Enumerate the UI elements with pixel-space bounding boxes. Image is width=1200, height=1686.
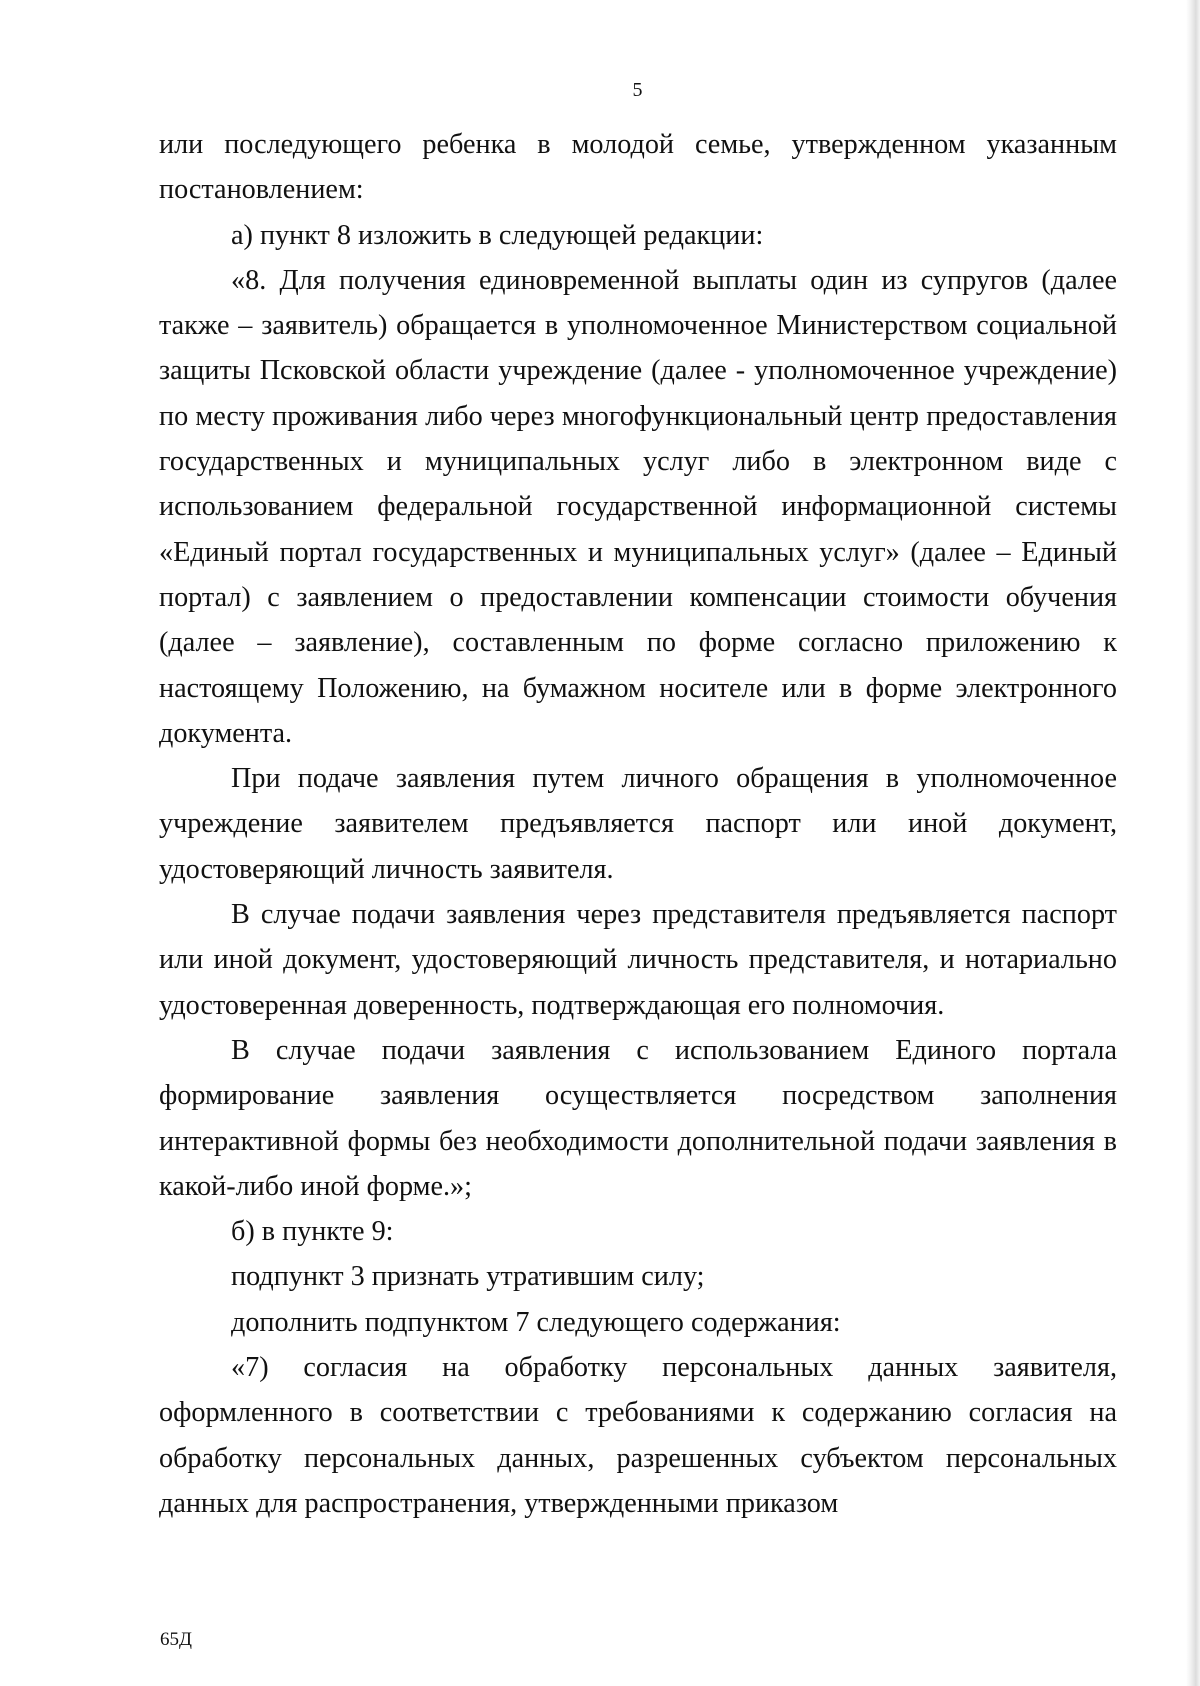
paragraph-subpoint-7: «7) согласия на обработку персональных данных заявителя, оформленного в соответствии с требованиями к содержанию согласия на обработку персональных данных, разрешенных субъектом персональных данных для распространения, утвержденными приказом — [159, 1352, 1117, 1519]
paragraph-personal-submission: При подаче заявления путем личного обращения в уполномоченное учреждение заявителем предъявляется паспорт или иной документ, удостоверяющий личность заявителя. — [159, 763, 1117, 885]
paragraph-representative: В случае подачи заявления через представителя предъявляется паспорт или иной документ, удостоверяющий личность представителя, и нотариально удостоверенная доверенность, подтверждающая его полномочия. — [159, 899, 1117, 1021]
page-number: 5 — [632, 79, 643, 101]
paragraph-continuation: или последующего ребенка в молодой семье, утвержденном указанным постановлением: — [159, 129, 1117, 206]
footer-code: 65Д — [160, 1629, 192, 1650]
paragraph-point-8: «8. Для получения единовременной выплаты один из супругов (далее также – заявитель) обращается в уполномоченное Министерством социальной защиты Псковской области учреждение (далее - уполномоченное учреждение) по месту проживания либо через многофункциональный центр предоставления государственных и муниципальных услуг либо в электронном виде с использованием федеральной государственной информационной системы «Единый портал государственных и муниципальных услуг» (далее – Единый портал) с заявлением о предоставлении компенсации стоимости обучения (далее – заявление), составленным по форме согласно приложению к настоящему Положению, на бумажном носителе или в форме электронного документа. — [159, 264, 1117, 749]
scan-edge — [1186, 0, 1200, 1686]
paragraph-item-b: б) в пункте 9: — [231, 1216, 394, 1248]
paragraph-single-portal: В случае подачи заявления с использованием Единого портала формирование заявления осуществляется посредством заполнения интерактивной формы без необходимости дополнительной подачи заявления в какой-либо иной форме.»; — [159, 1034, 1117, 1202]
document-body — [159, 122, 1117, 1526]
paragraph-item-a: а) пункт 8 изложить в следующей редакции: — [231, 219, 764, 251]
paragraph-add-subpoint-7: дополнить подпунктом 7 следующего содержания: — [231, 1306, 841, 1338]
paragraph-subpoint-3: подпункт 3 признать утратившим силу; — [231, 1261, 705, 1293]
